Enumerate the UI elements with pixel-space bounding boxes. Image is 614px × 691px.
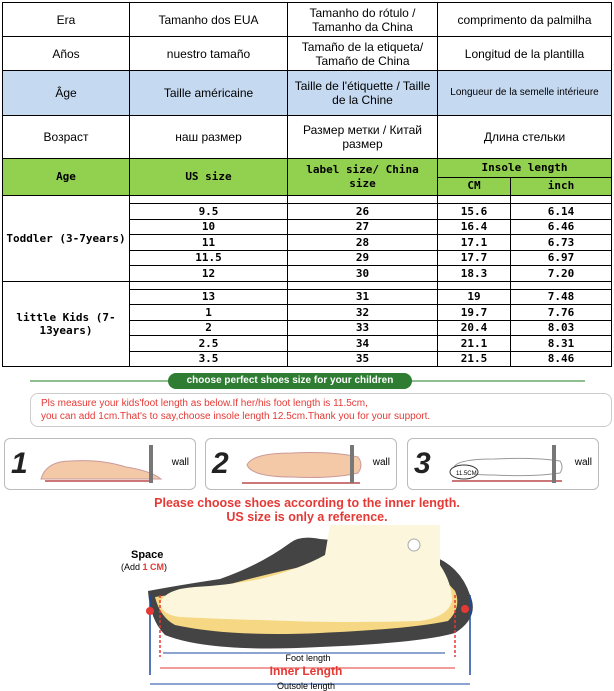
header-label-size: Tamaño de la etiqueta/ Tamaño de China: [288, 37, 438, 71]
spacer-cell: [438, 196, 511, 204]
header-row-es: [3, 37, 612, 71]
header-era: Âge: [3, 71, 130, 116]
header-era: Возраст: [3, 116, 130, 159]
insole-inch-cell: 6.97: [511, 250, 612, 266]
green-cm: CM: [438, 177, 511, 196]
insole-inch-cell: 7.76: [511, 305, 612, 321]
us-size-cell: 11.5: [130, 250, 288, 266]
label-size-cell: 35: [288, 351, 438, 367]
step-1: [4, 438, 196, 490]
header-row-pt: [3, 3, 612, 37]
label-size-cell: 30: [288, 266, 438, 282]
green-inch: inch: [511, 177, 612, 196]
label-size-cell: 32: [288, 305, 438, 321]
insole-cm-cell: 18.3: [438, 266, 511, 282]
spacer-cell: [130, 281, 288, 289]
header-insole: comprimento da palmilha: [438, 3, 612, 37]
header-label-size: Taille de l'étiquette / Taille de la Chine: [288, 71, 438, 116]
header-us-size: nuestro tamaño: [130, 37, 288, 71]
insole-cm-cell: 17.7: [438, 250, 511, 266]
insole-cm-cell: 21.5: [438, 351, 511, 367]
header-insole: Longitud de la plantilla: [438, 37, 612, 71]
header-row-fr: [3, 71, 612, 116]
insole-inch-cell: 6.14: [511, 204, 612, 220]
spacer-cell: [288, 281, 438, 289]
us-size-cell: 2.5: [130, 336, 288, 352]
us-size-cell: 1: [130, 305, 288, 321]
step-number: 2: [212, 447, 229, 480]
step-number: 1: [11, 447, 28, 480]
group-spacer-row: [3, 196, 612, 204]
insole-inch-cell: 8.31: [511, 336, 612, 352]
us-size-cell: 13: [130, 289, 288, 305]
marker-dot: [461, 605, 469, 613]
header-era: Años: [3, 37, 130, 71]
age-group-label: Toddler (3-7years): [3, 196, 130, 282]
wall-label: wall: [171, 457, 189, 468]
header-label-size: Tamanho do rótulo / Tamanho da China: [288, 3, 438, 37]
ruler-readout: 11.5CM: [456, 471, 477, 477]
instruction-line-1: Pls measure your kids'foot length as below.If her/his foot length is 11.5cm,: [41, 398, 368, 409]
insole-cm-cell: 17.1: [438, 235, 511, 251]
us-size-cell: 3.5: [130, 351, 288, 367]
step-2: [205, 438, 397, 490]
marker-dot: [146, 607, 154, 615]
measure-instructions: [30, 393, 612, 427]
outsole-length-label: Outsole length: [276, 681, 336, 691]
insole-cm-cell: 16.4: [438, 219, 511, 235]
ruler-icon: [434, 439, 584, 489]
header-label-size: Размер метки / Китай размер: [288, 116, 438, 159]
insole-cm-cell: 20.4: [438, 320, 511, 336]
insole-cm-cell: 19.7: [438, 305, 511, 321]
group-spacer-row: [3, 281, 612, 289]
inner-length-label: Inner Length: [269, 664, 343, 678]
label-size-cell: 28: [288, 235, 438, 251]
spacer-cell: [288, 196, 438, 204]
green-us-size: US size: [130, 159, 288, 196]
foot-length-label: Foot length: [285, 653, 331, 663]
header-us-size: Taille américaine: [130, 71, 288, 116]
us-size-cell: 12: [130, 266, 288, 282]
step-number: 3: [414, 447, 431, 480]
label-size-cell: 29: [288, 250, 438, 266]
insole-inch-cell: 7.48: [511, 289, 612, 305]
spacer-cell: [438, 281, 511, 289]
spacer-cell: [511, 281, 612, 289]
insole-inch-cell: 8.03: [511, 320, 612, 336]
spacer-cell: [130, 196, 288, 204]
green-insole: Insole length: [438, 159, 612, 178]
header-row-ru: [3, 116, 612, 159]
foot-side-icon: [31, 439, 181, 489]
header-us-size: наш размер: [130, 116, 288, 159]
green-label-size: label size/ China size: [288, 159, 438, 196]
label-size-cell: 27: [288, 219, 438, 235]
label-size-cell: 31: [288, 289, 438, 305]
us-size-cell: 9.5: [130, 204, 288, 220]
spacer-cell: [511, 196, 612, 204]
space-subtitle: (Add 1 CM): [121, 562, 168, 572]
us-size-cell: 2: [130, 320, 288, 336]
header-era: Era: [3, 3, 130, 37]
us-size-cell: 10: [130, 219, 288, 235]
header-us-size: Tamanho dos EUA: [130, 3, 288, 37]
size-data-body: [3, 196, 612, 367]
insole-cm-cell: 21.1: [438, 336, 511, 352]
wall-bar: [552, 445, 556, 483]
insole-inch-cell: 6.73: [511, 235, 612, 251]
wall-label: wall: [372, 457, 390, 468]
insole-inch-cell: 8.46: [511, 351, 612, 367]
label-size-cell: 26: [288, 204, 438, 220]
insole-inch-cell: 7.20: [511, 266, 612, 282]
label-size-cell: 33: [288, 320, 438, 336]
insole-cm-cell: 19: [438, 289, 511, 305]
insole-inch-cell: 6.46: [511, 219, 612, 235]
green-header-row: [3, 159, 612, 178]
guide-banner: choose perfect shoes size for your children: [168, 373, 412, 389]
shoe-diagram: [0, 525, 614, 691]
wall-bar: [149, 445, 153, 483]
header-insole: Longueur de la semelle intérieure: [438, 71, 612, 116]
measure-steps: [4, 438, 610, 490]
space-title: Space: [131, 549, 164, 561]
green-age: Age: [3, 159, 130, 196]
foot-top-icon: [232, 439, 382, 489]
notice-us-size: US size is only a reference.: [226, 510, 388, 524]
ankle-mark: [408, 539, 420, 551]
age-group-label: little Kids (7-13years): [3, 281, 130, 367]
insole-cm-cell: 15.6: [438, 204, 511, 220]
wall-bar: [350, 445, 354, 483]
notice-inner-length: Please choose shoes according to the inner length.: [154, 496, 460, 510]
us-size-cell: 11: [130, 235, 288, 251]
header-insole: Длина стельки: [438, 116, 612, 159]
label-size-cell: 34: [288, 336, 438, 352]
instruction-line-2: you can add 1cm.That's to say,choose insole length 12.5cm.Thank you for your support.: [41, 411, 431, 422]
size-table: [2, 2, 612, 367]
step-3: [407, 438, 599, 490]
wall-label: wall: [574, 457, 592, 468]
